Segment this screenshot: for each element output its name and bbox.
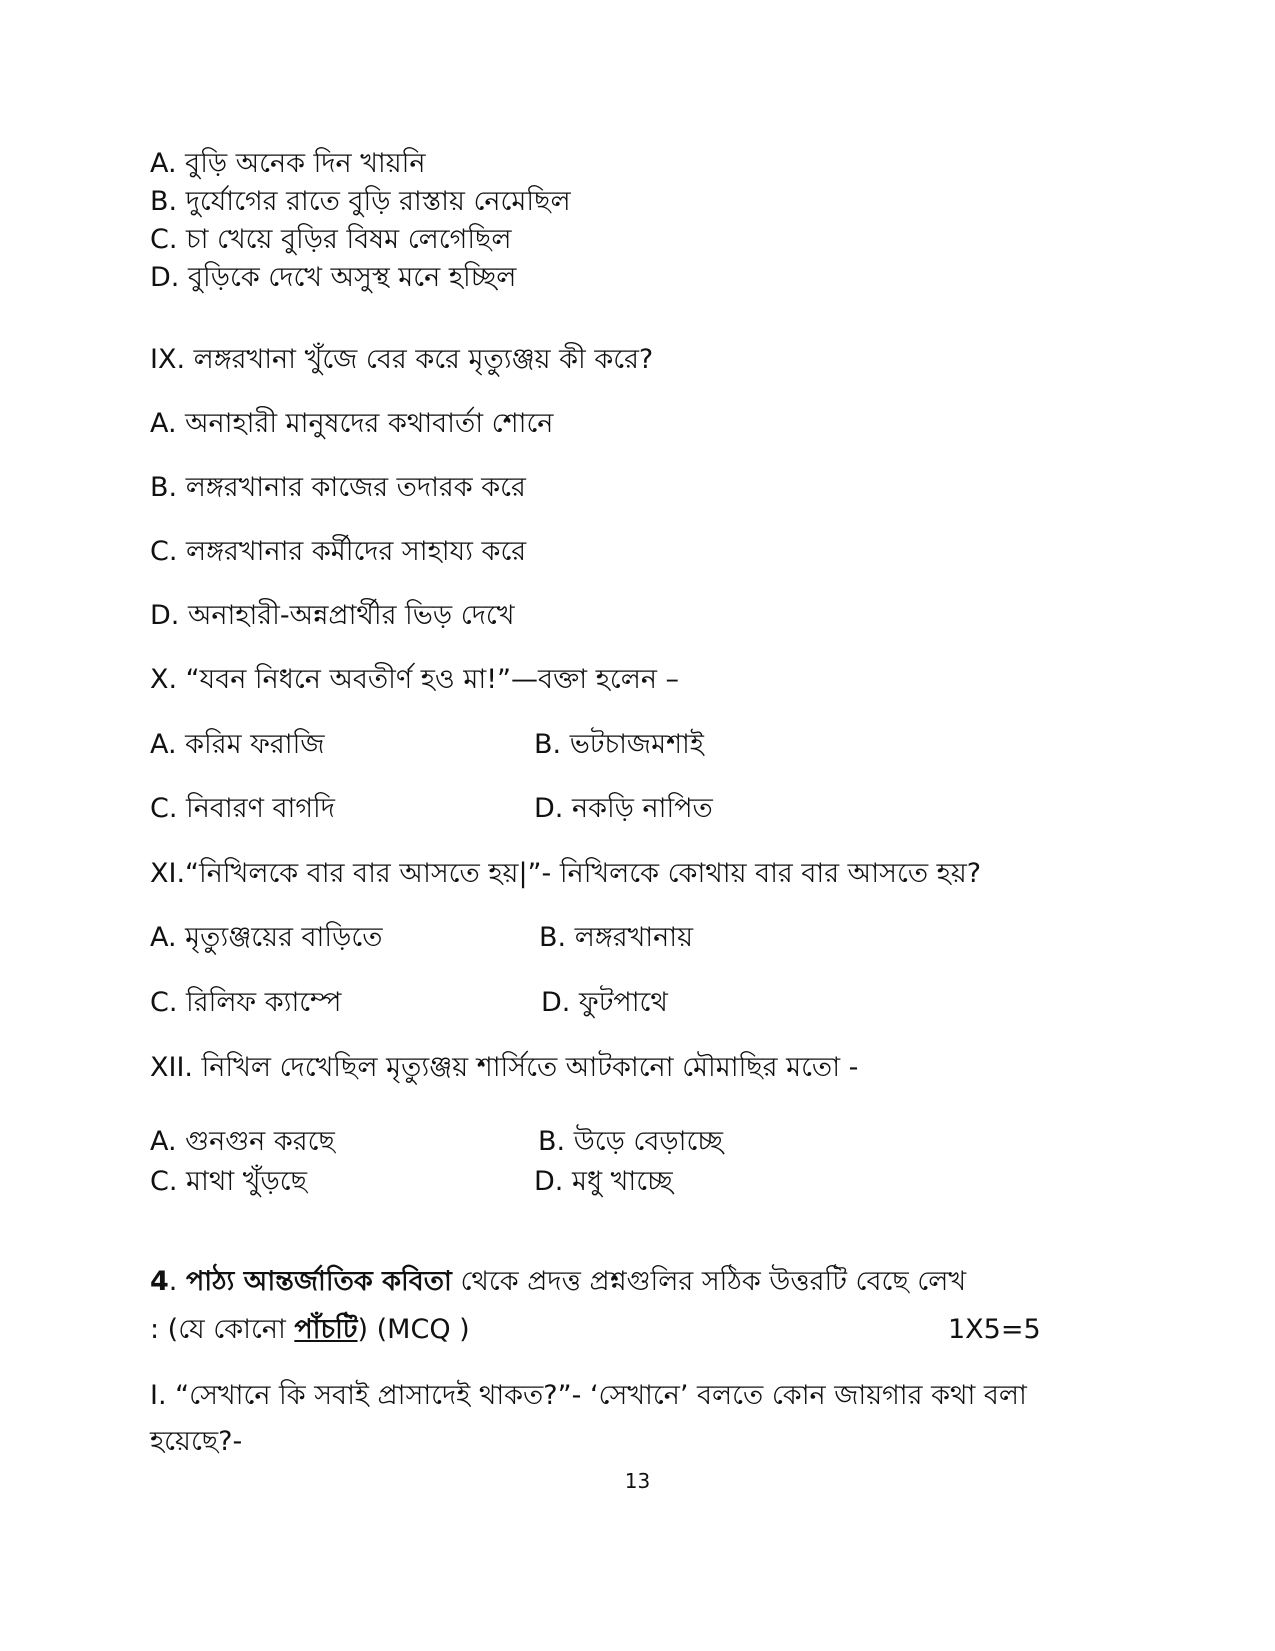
s4-q1-line-1: I. “সেখানে কি সবাই প্রাসাদেই থাকত?”- ‘সেখানে’ বলতে কোন জায়গার কথা বলা [150,1380,1027,1411]
s4-q1-line-2: হয়েছে?- [150,1426,243,1457]
q9-option-a: A. অনাহারী মানুষদের কথাবার্তা শোনে [150,408,554,439]
q10-option-d: D. নকড়ি নাপিত [534,793,713,824]
q8-option-b: B. দুর্যোগের রাতে বুড়ি রাস্তায় নেমেছিল [150,186,571,217]
q8-option-a: A. বুড়ি অনেক দিন খায়নি [150,148,426,179]
q11-option-a: A. মৃত্যুঞ্জয়ের বাড়িতে [150,922,383,953]
section-4-title: পাঠ্য আন্তর্জাতিক কবিতা [185,1266,452,1297]
page-number: 13 [624,1469,651,1493]
q10-option-b: B. ভটচাজমশাই [534,729,704,760]
q9-option-c: C. লঙ্গরখানার কর্মীদের সাহায্য করে [150,536,527,567]
q10-option-a: A. করিম ফরাজি [150,729,325,760]
q10-option-c: C. নিবারণ বাগদি [150,793,335,824]
q9-option-d: D. অনাহারী-অন্নপ্রার্থীর ভিড় দেখে [150,600,515,631]
section-4-number: 4 [150,1266,169,1297]
q12-question: XII. নিখিল দেখেছিল মৃত্যুঞ্জয় শার্সিতে আটকানো মৌমাছির মতো - [150,1052,859,1083]
section-4-subheading [150,1312,470,1348]
section-4-choice-suffix: ) (MCQ ) [357,1314,470,1345]
section-4-heading [150,1264,966,1300]
q12-option-d: D. মধু খাচ্ছে [534,1166,673,1197]
q11-option-c: C. রিলিফ ক্যাম্পে [150,987,342,1018]
q8-option-c: C. চা খেয়ে বুড়ির বিষম লেগেছিল [150,224,512,255]
q12-option-c: C. মাথা খুঁড়ছে [150,1166,307,1197]
q11-option-d: D. ফুটপাথে [541,987,668,1018]
q8-option-d: D. বুড়িকে দেখে অসুস্থ মনে হচ্ছিল [150,262,517,293]
q12-option-b: B. উড়ে বেড়াচ্ছে [538,1126,723,1157]
section-4-instruction: থেকে প্রদত্ত প্রশ্নগুলির সঠিক উত্তরটি বেছে লেখ [451,1266,967,1297]
q9-option-b: B. লঙ্গরখানার কাজের তদারক করে [150,472,526,503]
section-4-dot: . [168,1266,186,1297]
q11-option-b: B. লঙ্গরখানায় [539,922,693,953]
q11-question: XI.“নিখিলকে বার বার আসতে হয়|”- নিখিলকে কোথায় বার বার আসতে হয়? [150,858,982,889]
q10-question: X. “যবন নিধনে অবতীর্ণ হও মা!”—বক্তা হলেন – [150,664,680,695]
section-4-marks: 1X5=5 [948,1314,1041,1345]
q12-option-a: A. গুনগুন করছে [150,1126,335,1157]
section-4-choice-count: পাঁচটি [294,1314,358,1345]
section-4-choice-prefix: : (যে কোনো [150,1314,295,1345]
q9-question: IX. লঙ্গরখানা খুঁজে বের করে মৃত্যুঞ্জয় কী করে? [150,344,654,375]
